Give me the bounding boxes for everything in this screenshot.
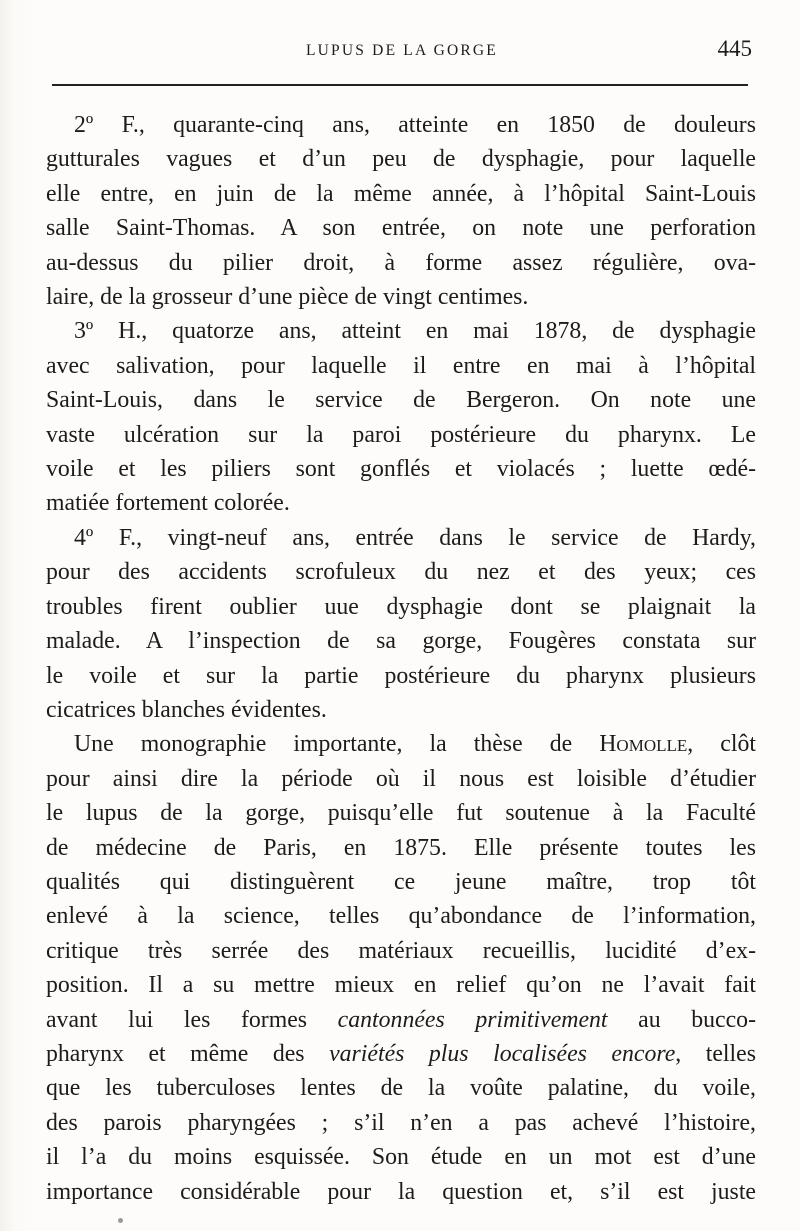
text-line: voile et les piliers sont gonflés et violacés ; luette œdé- <box>46 456 756 483</box>
text-line: pour des accidents scrofuleux du nez et des yeux; ces <box>46 559 756 586</box>
text-line: qualités qui distinguèrent ce jeune maître, trop tôt <box>46 868 756 895</box>
page-number: 445 <box>717 36 752 61</box>
text-line: le lupus de la gorge, puisqu’elle fut soutenue à la Faculté <box>46 800 756 827</box>
text-fragment: , clôt <box>687 731 756 758</box>
text-line: importance considérable pour la question et, s’il est juste <box>46 1178 756 1205</box>
text-line: 2º F., quarante-cinq ans, atteinte en 1850 de douleurs <box>74 112 756 138</box>
text-line <box>46 1003 756 1037</box>
text-line: avec salivation, pour laquelle il entre en mai à l’hôpital <box>46 352 756 379</box>
paragraph-case-2 <box>46 108 756 314</box>
text-line: au-dessus du pilier droit, à forme assez régulière, ova- <box>46 249 756 276</box>
text-line: que les tuberculoses lentes de la voûte palatine, du voile, <box>46 1075 756 1102</box>
text-line: cicatrices blanches évidentes. <box>46 696 327 723</box>
paper-speck <box>118 1218 123 1223</box>
text-line: salle Saint-Thomas. A son entrée, on note une perforation <box>46 215 756 242</box>
header-rule <box>52 84 748 86</box>
text-line: pour ainsi dire la période où il nous est loisible d’étudier <box>46 765 756 792</box>
text-line: de médecine de Paris, en 1875. Elle présente toutes les <box>46 834 756 861</box>
page-header <box>52 36 752 76</box>
text-line: 4º F., vingt-neuf ans, entrée dans le service de Hardy, <box>74 524 756 551</box>
author-name: Homolle <box>599 731 688 758</box>
text-line <box>46 727 756 761</box>
text-line: troubles firent oublier uue dysphagie dont se plaignait la <box>46 593 756 620</box>
italic-phrase: cantonnées primitivement <box>337 1006 608 1033</box>
running-title: LUPUS DE LA GORGE <box>306 42 498 59</box>
body-text <box>46 108 756 1209</box>
text-line: elle entre, en juin de la même année, à l’hôpital Saint-Louis <box>46 180 756 207</box>
text-line: laire, de la grosseur d’une pièce de vingt centimes. <box>46 284 529 311</box>
text-line: enlevé à la science, telles qu’abondance de l’information, <box>46 903 756 930</box>
paragraph-homolle <box>46 727 756 1209</box>
text-line: Saint-Louis, dans le service de Bergeron. On note une <box>46 387 756 414</box>
text-line: il l’a du moins esquissée. Son étude en un mot est d’une <box>46 1144 756 1171</box>
text-line: vaste ulcération sur la paroi postérieure du pharynx. Le <box>46 421 756 448</box>
paragraph-case-3 <box>46 314 756 520</box>
text-fragment: au bucco- <box>607 1006 756 1033</box>
text-line: des parois pharyngées ; s’il n’en a pas achevé l’histoire, <box>46 1109 756 1136</box>
text-line: gutturales vagues et d’un peu de dysphagie, pour laquelle <box>46 146 756 173</box>
text-line: le voile et sur la partie postérieure du pharynx plusieurs <box>46 662 756 689</box>
text-fragment: pharynx et même des <box>46 1040 330 1067</box>
text-line <box>46 1037 756 1071</box>
text-line: malade. A l’inspection de sa gorge, Fougères constata sur <box>46 628 756 655</box>
text-line: 3º H., quatorze ans, atteint en mai 1878, de dysphagie <box>74 318 756 345</box>
paragraph-case-4 <box>46 521 756 727</box>
text-line: matiée fortement colorée. <box>46 490 290 517</box>
italic-phrase: variétés plus localisées encore <box>329 1040 676 1067</box>
text-line: critique très serrée des matériaux recueillis, lucidité d’ex- <box>46 937 756 964</box>
text-line: position. Il a su mettre mieux en relief qu’on ne l’avait fait <box>46 972 756 999</box>
text-fragment: avant lui les formes <box>46 1006 338 1033</box>
text-fragment: Une monographie importante, la thèse de <box>74 731 600 758</box>
text-fragment: , telles <box>675 1040 756 1067</box>
